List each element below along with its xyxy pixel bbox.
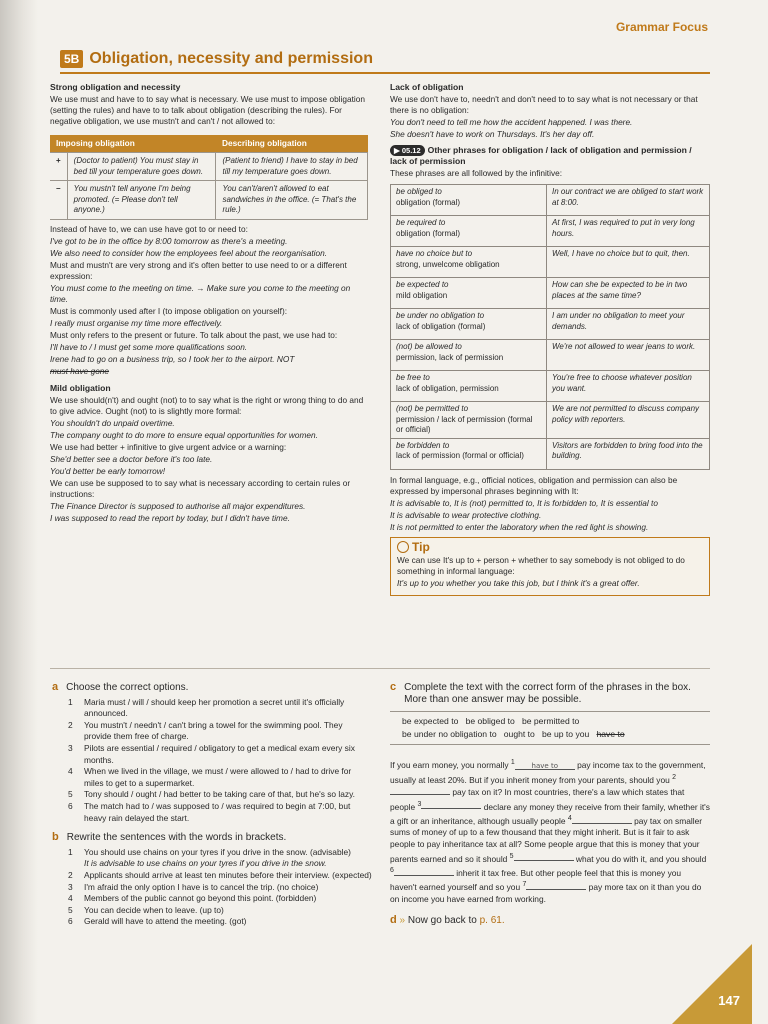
formal-para: In formal language, e.g., official notices, obligation and permission can also be expressed by impersonal phrases beginning with It: (390, 474, 678, 496)
example-cell: In our contract we are obliged to start work at 8:00. (547, 185, 710, 216)
table-header-imposing: Imposing obligation (50, 135, 216, 153)
list-item[interactable]: 6 The match had to / was supposed to / was required to begin at 7:00, but heavy rain delayed the start. (68, 800, 351, 823)
phrases-table (390, 184, 710, 470)
table-header-describing: Describing obligation (216, 135, 368, 153)
tip-heading (397, 541, 703, 553)
exercise-instruction: Choose the correct options. (66, 682, 189, 693)
example-cell: I am under no obligation to meet your demands. (547, 309, 710, 340)
example-cell: How can she be expected to be in two places at the same time? (547, 278, 710, 309)
table-row (391, 247, 710, 278)
tip-example: It's up to you whether you take this job, but I think it's a great offer. (397, 577, 640, 588)
page (40, 0, 760, 1024)
example-line: It is not permitted to enter the laboratory when the red light is showing. (390, 521, 649, 532)
example-line: We also need to consider how the employees feel about the reorganisation. (50, 247, 328, 258)
text-line: We use had better + infinitive to give urgent advice or a warning: (50, 441, 287, 452)
table-row (50, 153, 368, 181)
left-column (50, 82, 368, 525)
struck-phrase: have to (596, 729, 625, 740)
audio-play-icon[interactable]: ▶ 05.12 (390, 145, 425, 156)
exercise-instruction: Complete the text with the correct form of the phrases in the box. More than one answer may be possible. (404, 682, 691, 705)
example-line: Irene had to go on a business trip, so I took her to the airport. NOT (50, 353, 295, 364)
tip-label: Tip (412, 539, 430, 554)
example-line: The company ought to do more to ensure equal opportunities for women. (50, 429, 318, 440)
minus-symbol: – (50, 181, 67, 220)
example-cell: Visitors are forbidden to bring food into the building. (547, 438, 710, 469)
example-line: It is advisable to, It is (not) permitted to, It is forbidden to, It is essential to (390, 497, 658, 508)
phrase-cell: be forbidden to lack of permission (formal or official) (391, 438, 547, 469)
table-row (391, 402, 710, 439)
exercise-d-text: Now go back to (407, 915, 477, 927)
obligation-table (50, 135, 368, 220)
plus-symbol: + (50, 153, 67, 181)
strong-intro: We use must and have to to say what is necessary. We use must to impose obligation (setting the rules) and have to to talk about obligation (describing the rules). For negative obligation, we use mustn't and can't / not allowed to: (50, 94, 365, 126)
example-line: I really must organise my time more effectively. (50, 317, 223, 328)
list-item[interactable]: 1 Maria must / will / should keep her promotion a secret until it's officially announced. (68, 696, 345, 719)
audio-track-number: 05.12 (401, 146, 421, 155)
example-line: She doesn't have to work on Thursdays. It's her day off. (390, 129, 595, 139)
text-line: Must is commonly used after I (to impose obligation on yourself): (50, 305, 288, 316)
section-divider (50, 668, 710, 669)
struck-example: must have gone (50, 365, 110, 376)
table-row (391, 371, 710, 402)
phrase-cell: be expected to mild obligation (391, 278, 547, 309)
phrase-cell: (not) be allowed to permission, lack of permission (391, 340, 547, 371)
heading-mild: Mild obligation (50, 382, 111, 393)
example-cell: We are not permitted to discuss company policy with reporters. (547, 402, 710, 439)
table-row (391, 278, 710, 309)
exercise-letter: b (52, 831, 59, 844)
example-line: I was supposed to read the report by today, but I didn't have time. (50, 512, 290, 523)
exercise-b-list (52, 847, 372, 928)
gap-input[interactable] (514, 852, 574, 861)
example-line: She'd better see a doctor before it's too late. (50, 453, 213, 464)
exercise-instruction: Rewrite the sentences with the words in brackets. (66, 832, 287, 844)
list-item[interactable]: 5 You can decide when to leave. (up to) (68, 904, 224, 915)
tip-icon (397, 541, 409, 553)
heading-other (390, 145, 710, 167)
gap-input[interactable] (421, 800, 481, 809)
page-corner (672, 944, 752, 1024)
example-line: I've got to be in the office by 8:00 tomorrow as there's a meeting. (50, 235, 288, 246)
table-cell: (Patient to friend) I have to stay in bed till my temperature goes down. (216, 153, 368, 181)
page-number: 147 (718, 993, 740, 1008)
example-cell: At first, I was required to put in very long hours. (547, 216, 710, 247)
table-row (391, 185, 710, 216)
table-row (391, 438, 710, 469)
exercise-a-header (52, 682, 372, 694)
list-item[interactable]: 2 You mustn't / needn't / can't bring a towel for the swimming pool. They provide them free of charge. (68, 719, 343, 742)
section-title: Obligation, necessity and permission (89, 50, 373, 67)
example-line: You must come to the meeting on time. → Make sure you come to the meeting on time. (50, 282, 351, 304)
list-item[interactable]: 4 When we lived in the village, we must / were allowed to / had to drive for miles to get to a supermarket. (68, 766, 352, 788)
lack-intro: We use don't have to, needn't and don't need to to say what is not necessary or that there is no obligation: (390, 94, 698, 115)
text-line: Must only refers to the present or future. To talk about the past, we use had to: (50, 329, 338, 340)
arrows-icon: » (399, 915, 406, 927)
gap-input[interactable] (526, 881, 586, 890)
example-line: It is advisable to wear protective clothing. (390, 509, 542, 520)
table-row (391, 216, 710, 247)
example-cell: We're not allowed to wear jeans to work. (547, 340, 710, 371)
gap-input[interactable]: have to (515, 761, 575, 770)
example-line: I'll have to / I must get some more qualifications soon. (50, 341, 248, 352)
text-line: We use should(n't) and ought (not) to to say what is the right or wrong thing to do and to give advice. Ought (not) to is slightly more formal: (50, 394, 364, 416)
phrase-cell: be free to lack of obligation, permission (391, 371, 547, 402)
section-badge: 5B (60, 50, 83, 68)
list-item[interactable]: 3 Pilots are essential / required / obligatory to get a medical exam every six months. (68, 742, 355, 765)
text-line: We can use be supposed to to say what is necessary according to certain rules or instructions: (50, 477, 351, 499)
tip-box (390, 537, 710, 596)
table-cell: You mustn't tell anyone I'm being promoted. (= Please don't tell anyone.) (67, 181, 216, 220)
exercise-letter: c (390, 681, 397, 693)
book-spine-shadow (0, 0, 38, 1024)
exercise-b-header (52, 832, 372, 844)
title-rule (60, 72, 710, 74)
other-heading-text: Other phrases for obligation / lack of obligation and permission / lack of permission (390, 145, 692, 166)
word-box-line: be under no obligation to ought to be up to you have to (402, 729, 625, 740)
example-line: You shouldn't do unpaid overtime. (50, 417, 175, 428)
gap-input[interactable] (390, 786, 450, 795)
list-item-answer: It is advisable to use chains on your tyres if you drive in the snow. (84, 858, 327, 869)
phrase-cell: be required to obligation (formal) (391, 216, 547, 247)
example-line: The Finance Director is supposed to authorise all major expenditures. (50, 500, 306, 511)
example-cell: Well, I have no choice but to quit, then. (547, 247, 710, 278)
heading-strong: Strong obligation and necessity (50, 82, 181, 92)
list-item[interactable]: 4 Members of the public cannot go beyond this point. (forbidden) (68, 893, 317, 904)
gap-input[interactable] (394, 867, 454, 876)
text-line: Instead of have to, we can use have got to or need to: (50, 223, 248, 234)
table-row (50, 181, 368, 220)
list-item[interactable]: 1 You should use chains on your tyres if you drive in the snow. (advisable) (68, 846, 351, 857)
list-item[interactable]: 2 Applicants should arrive at least ten minutes before their interview. (expected) (68, 869, 372, 880)
exercise-c-header (390, 682, 710, 705)
table-cell: You can't/aren't allowed to eat sandwiches in the office. (= That's the rule.) (216, 181, 368, 220)
section-title-row (60, 50, 373, 68)
heading-lack: Lack of obligation (390, 82, 464, 92)
word-box-line: be expected to be obliged to be permitted to (402, 716, 580, 727)
table-row (391, 309, 710, 340)
other-intro: These phrases are all followed by the infinitive: (390, 168, 563, 178)
phrase-cell: have no choice but to strong, unwelcome obligation (391, 247, 547, 278)
exercise-letter: a (52, 681, 59, 693)
exercise-d (390, 915, 710, 927)
list-item[interactable]: 3 I'm afraid the only option I have is to cancel the trip. (no choice) (68, 881, 319, 892)
right-column (390, 82, 710, 596)
table-cell: (Doctor to patient) You must stay in bed till your temperature goes down. (67, 153, 216, 181)
gap-input[interactable] (572, 815, 632, 824)
list-item[interactable]: 5 Tony should / ought / had better to be taking care of that, but he's so lazy. (68, 789, 356, 800)
running-head: Grammar Focus (615, 20, 708, 34)
gap-fill-text: If you earn money, you normally $^1$ have to pay income tax to the government, usually at least 20%. But if you inherit money from your parents, should you $^2$ pay tax on it? In most countries, there's a law which states that people $^3$ declare any money they receive from their family, whether it's a gift or an inheritance, although usually people $^4$ pay tax on smaller sums of money of up to a few thousand that they might inherit. But is it fair to ask people to pay inheritance tax at all? Some people argue that this is money that your parents earned and so it should $^5$ what you do with it, and you should $^6$ inherit it tax free. But other people feel that this is money you haven't earned yourself and so you $^7$ pay more tax on it than you do on income you have earned from working. (390, 759, 710, 904)
phrase-cell: be under no obligation to lack of obligation (formal) (391, 309, 547, 340)
example-cell: You're free to choose whatever position you want. (547, 371, 710, 402)
example-line: You don't need to tell me how the accident happened. I was there. (390, 117, 633, 127)
tip-text: We can use It's up to + person + whether to say somebody is not obliged to do something in informal language: (397, 554, 685, 576)
exercises-right (390, 682, 710, 927)
phrase-cell: be obliged to obligation (formal) (391, 185, 547, 216)
exercise-letter: d (390, 914, 397, 927)
exercises-left (52, 682, 372, 936)
phrase-cell: (not) be permitted to permission / lack of permission (formal or official) (391, 402, 547, 439)
text-line: Must and mustn't are very strong and it's often better to use need to or a different expression: (50, 259, 347, 281)
example-line: You'd better be early tomorrow! (50, 465, 166, 476)
word-box (390, 711, 710, 745)
list-item[interactable]: 6 Gerald will have to attend the meeting. (got) (68, 916, 247, 927)
page-link[interactable]: p. 61. (479, 915, 505, 927)
table-row (391, 340, 710, 371)
exercise-a-list (52, 697, 372, 825)
